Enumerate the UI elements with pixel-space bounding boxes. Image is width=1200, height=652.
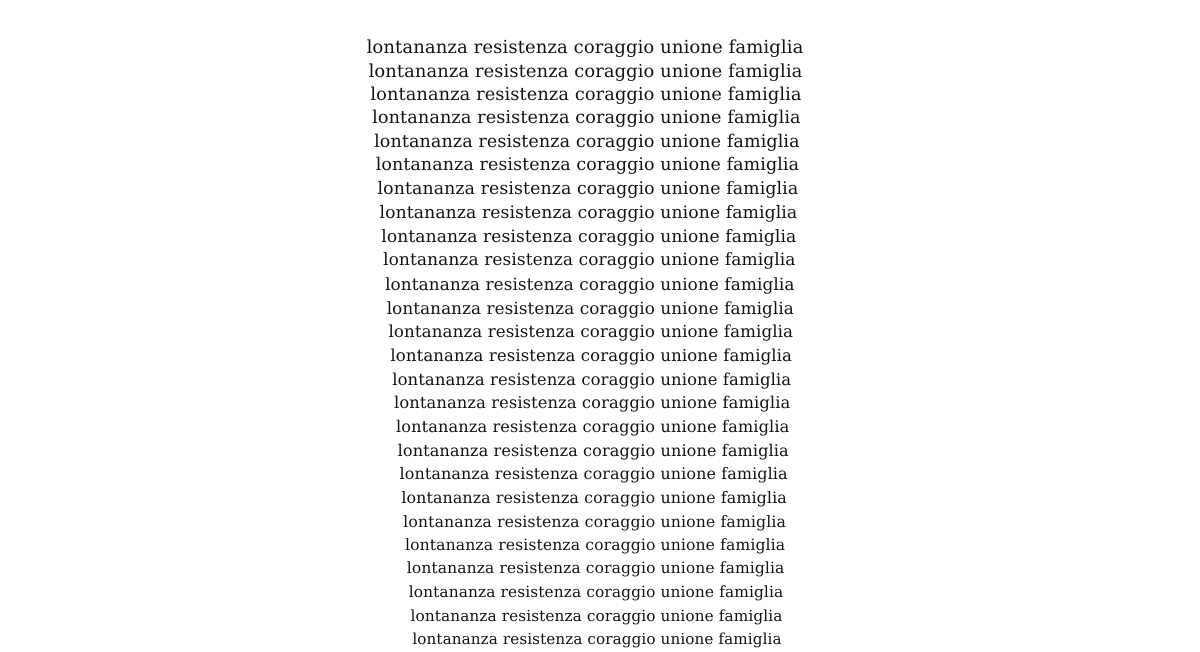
text-line: lontananza resistenza coraggio unione famiglia (410, 606, 783, 625)
text-line: lontananza resistenza coraggio unione famiglia (375, 155, 800, 176)
text-line: lontananza resistenza coraggio unione famiglia (379, 202, 798, 223)
text-line: lontananza resistenza coraggio unione famiglia (383, 250, 796, 271)
text-line: lontananza resistenza coraggio unione famiglia (377, 179, 799, 200)
text-line: lontananza resistenza coraggio unione famiglia (397, 440, 789, 460)
text-line: lontananza resistenza coraggio unione famiglia (404, 535, 786, 555)
text-line: lontananza resistenza coraggio unione famiglia (390, 345, 792, 365)
text-line: lontananza resistenza coraggio unione famiglia (381, 226, 797, 247)
text-line: lontananza resistenza coraggio unione famiglia (386, 297, 794, 318)
text-line: lontananza resistenza coraggio unione famiglia (385, 273, 795, 294)
text-line: lontananza resistenza coraggio unione famiglia (403, 511, 787, 531)
text-stack (0, 36, 1170, 652)
text-line: lontananza resistenza coraggio unione famiglia (392, 369, 792, 389)
text-line: lontananza resistenza coraggio unione famiglia (374, 131, 800, 152)
text-line: lontananza resistenza coraggio unione famiglia (368, 60, 803, 82)
text-line: lontananza resistenza coraggio unione famiglia (370, 84, 802, 106)
text-line: lontananza resistenza coraggio unione famiglia (372, 108, 801, 129)
text-line: lontananza resistenza coraggio unione famiglia (396, 417, 790, 436)
text-line: lontananza resistenza coraggio unione famiglia (399, 464, 788, 484)
text-line: lontananza resistenza coraggio unione famiglia (401, 488, 787, 508)
text-line: lontananza resistenza coraggio unione famiglia (408, 582, 784, 601)
text-line: lontananza resistenza coraggio unione famiglia (366, 37, 804, 58)
text-line: lontananza resistenza coraggio unione famiglia (388, 322, 794, 342)
text-line: lontananza resistenza coraggio unione famiglia (406, 559, 785, 578)
text-line: lontananza resistenza coraggio unione famiglia (394, 393, 791, 413)
text-line: lontananza resistenza coraggio unione famiglia (412, 630, 782, 649)
